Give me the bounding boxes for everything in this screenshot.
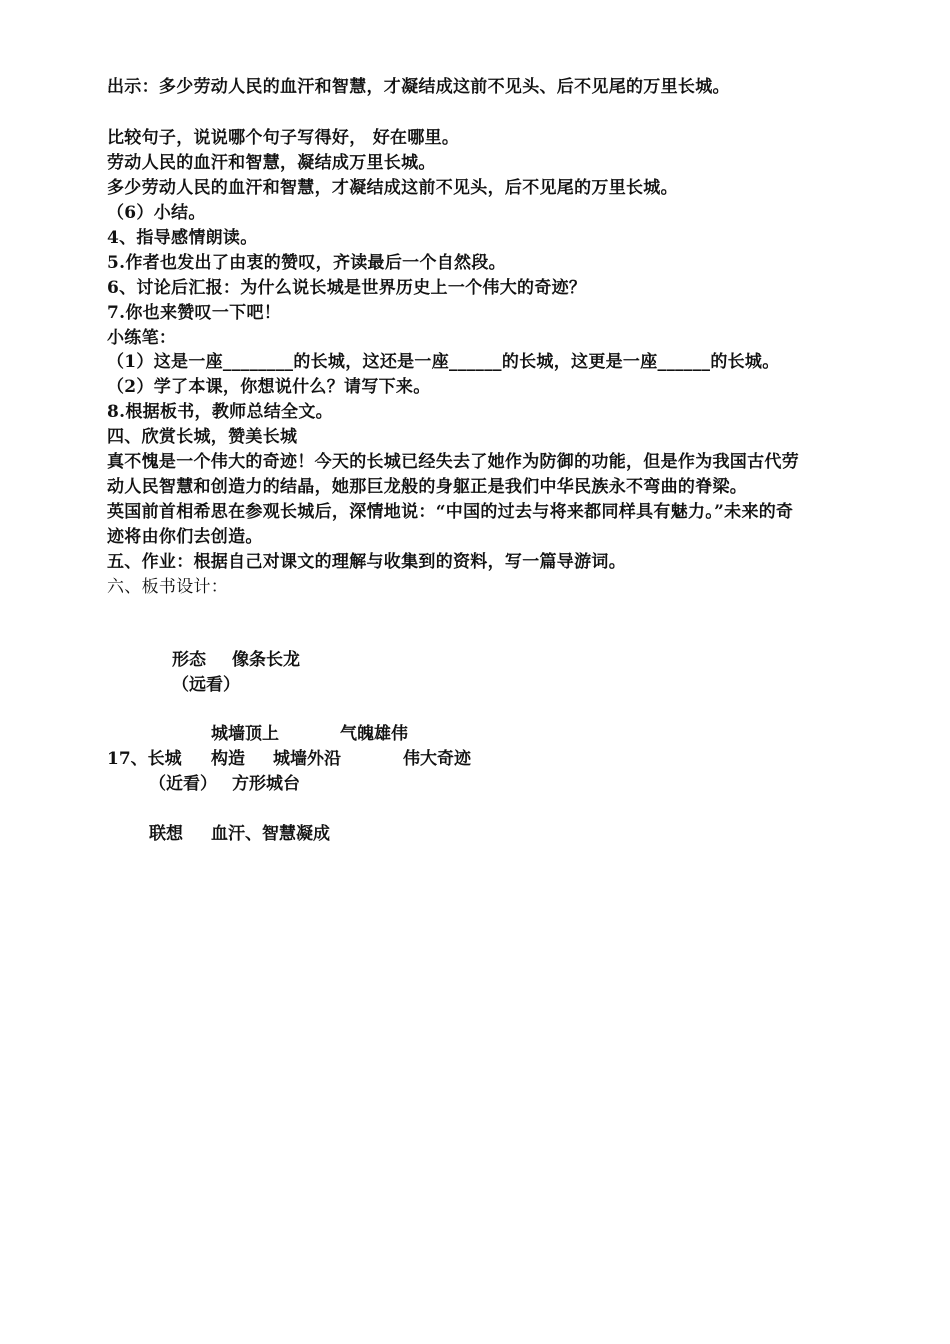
- text-line-sentence-2: 多少劳动人民的血汗和智慧，才凝结成这前不见头，后不见尾的万里长城。: [107, 178, 678, 198]
- text-line-step-5: 5.作者也发出了由衷的赞叹，齐读最后一个自然段。: [107, 253, 506, 273]
- board-yuankan: （远看）: [172, 675, 240, 695]
- text-line-exercise-heading: 小练笔：: [107, 328, 177, 348]
- text-line-step-7: 7.你也来赞叹一下吧！: [107, 303, 282, 323]
- board-title: 17、长城: [107, 749, 182, 769]
- board-chengqiang-dingshang: 城墙顶上: [211, 724, 279, 744]
- section-heading-appreciate: 四、欣赏长城，赞美长城: [107, 427, 298, 447]
- board-xuehan-zhihui: 血汗、智慧凝成: [211, 824, 330, 844]
- board-xingtai: 形态: [172, 650, 206, 670]
- text-line-compare: 比较句子，说说哪个句子写得好， 好在哪里。: [107, 128, 460, 148]
- board-lianxiang: 联想: [149, 824, 183, 844]
- board-fangxing-chengtai: 方形城台: [232, 774, 300, 794]
- text-line-step-6: 6、讨论后汇报：为什么说长城是世界历史上一个伟大的奇迹？: [107, 278, 587, 298]
- section-heading-board-design: 六、板书设计：: [107, 577, 229, 597]
- text-line-exercise-1: （1）这是一座________的长城，这还是一座______的长城，这更是一座______的长城。: [107, 352, 780, 372]
- paragraph-2-line-1: 英国前首相希思在参观长城后，深情地说：“中国的过去与将来都同样具有魅力。”未来的奇: [107, 502, 794, 522]
- text-line-step-8: 8.根据板书，教师总结全文。: [107, 402, 333, 422]
- paragraph-1-line-2: 动人民智慧和创造力的结晶，她那巨龙般的身躯正是我们中华民族永不弯曲的脊梁。: [107, 477, 748, 497]
- board-chengqiang-waiyan: 城墙外沿: [273, 749, 341, 769]
- board-xiangtiao-changlong: 像条长龙: [232, 650, 300, 670]
- text-line-summary: （6）小结。: [107, 203, 206, 223]
- text-line-step-4: 4、指导感情朗读。: [107, 228, 258, 248]
- paragraph-1-line-1: 真不愧是一个伟大的奇迹！今天的长城已经失去了她作为防御的功能，但是作为我国古代劳: [107, 452, 799, 472]
- text-line-show: 出示：多少劳动人民的血汗和智慧，才凝结成这前不见头、后不见尾的万里长城。: [107, 77, 730, 97]
- board-jinkan: （近看）: [149, 774, 217, 794]
- text-line-exercise-2: （2）学了本课，你想说什么？请写下来。: [107, 377, 431, 397]
- section-heading-homework: 五、作业：根据自己对课文的理解与收集到的资料，写一篇导游词。: [107, 552, 626, 572]
- paragraph-2-line-2: 迹将由你们去创造。: [107, 527, 263, 547]
- board-gouzao: 构造: [211, 749, 245, 769]
- text-line-sentence-1: 劳动人民的血汗和智慧，凝结成万里长城。: [107, 153, 436, 173]
- board-weida-qiji: 伟大奇迹: [403, 749, 471, 769]
- board-qipo-xiongwei: 气魄雄伟: [340, 724, 408, 744]
